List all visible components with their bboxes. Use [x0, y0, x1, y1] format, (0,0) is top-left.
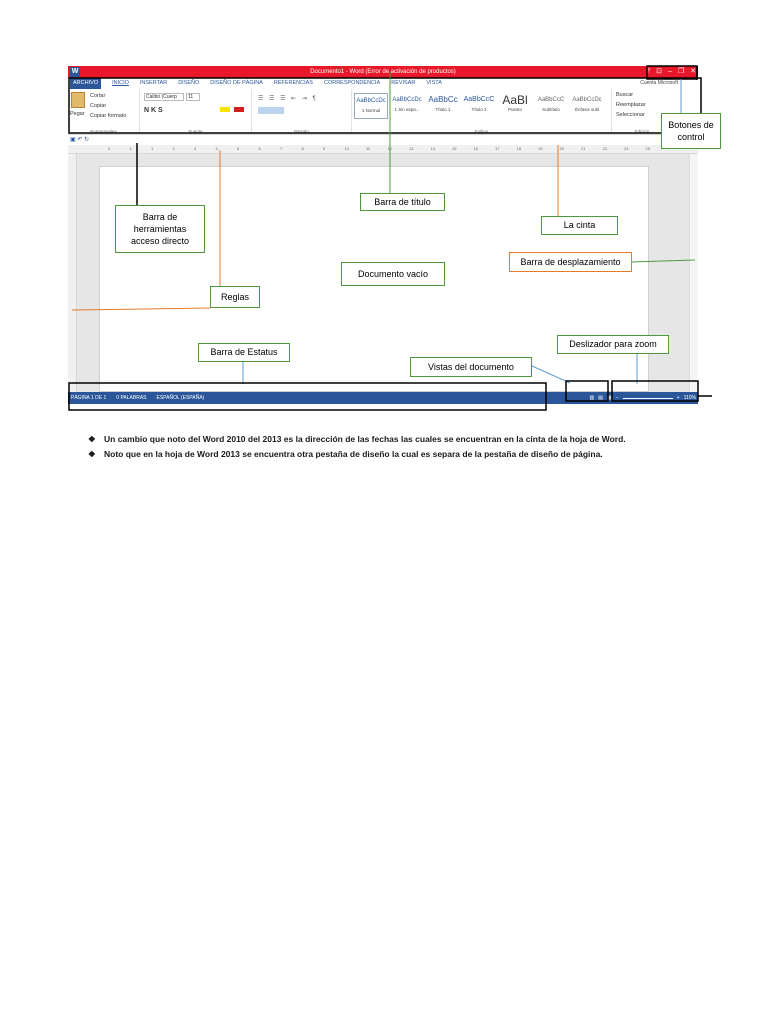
ribbon-display-icon[interactable]: ⊡: [656, 68, 662, 75]
style-sin-espaciado[interactable]: AaBbCcDc 1 Sin espa...: [392, 97, 422, 112]
window-controls: [646, 66, 696, 78]
ruler-tick: 21: [581, 146, 586, 151]
tab-insertar[interactable]: INSERTAR: [139, 80, 168, 86]
diamond-bullet-icon: ❖: [88, 449, 96, 459]
highlight-icon[interactable]: [220, 107, 230, 112]
callout-barra-titulo: Barra de título: [360, 193, 445, 211]
language-indicator[interactable]: ESPAÑOL (ESPAÑA): [156, 395, 205, 401]
word-count[interactable]: 0 PALABRAS: [116, 395, 147, 401]
callout-deslizador-zoom: Deslizador para zoom: [557, 335, 669, 354]
tab-referencias[interactable]: REFERENCIAS: [273, 80, 313, 86]
minimize-icon[interactable]: –: [667, 68, 672, 75]
ruler-tick: 10: [344, 146, 349, 151]
ruler-tick: 18: [516, 146, 521, 151]
zoom-level[interactable]: 110%: [683, 395, 696, 401]
tab-diseno-pagina[interactable]: DISEÑO DE PÁGINA: [210, 80, 263, 86]
zoom-in-icon[interactable]: +: [676, 395, 680, 401]
ruler-tick: 2: [172, 146, 175, 151]
zoom-slider[interactable]: [623, 398, 673, 399]
note-item: ❖ Un cambio que noto del Word 2010 del 2013 es la dirección de las fechas las cuales se encuentran en la cinta de la hoja de Word.: [88, 432, 728, 447]
tab-vista[interactable]: VISTA: [426, 80, 442, 86]
tab-correspondencia[interactable]: CORRESPONDENCIA: [323, 80, 381, 86]
list-buttons[interactable]: ☰ ☰ ☰ ⇤ ⇥ ¶: [258, 96, 318, 102]
format-painter-button[interactable]: Copiar formato: [90, 113, 127, 119]
ruler-tick: 17: [495, 146, 500, 151]
style-titulo-1[interactable]: AaBbCc Título 1: [428, 95, 458, 112]
account-link[interactable]: Cuenta Microsoft: [640, 80, 678, 86]
ruler-tick: 1: [151, 146, 154, 151]
notes-list: [88, 432, 728, 462]
note-item: ❖ Noto que en la hoja de Word 2013 se encuentra otra pestaña de diseño la cual es separa de la pestaña de diseño de página.: [88, 447, 728, 462]
print-layout-icon[interactable]: ▤: [598, 395, 603, 401]
horizontal-ruler[interactable]: [68, 145, 698, 154]
ruler-tick: 16: [473, 146, 478, 151]
quick-access-toolbar: [68, 135, 698, 145]
zoom-area: [590, 392, 696, 404]
style-normal[interactable]: AaBbCcDc 1 Normal: [354, 93, 388, 119]
style-subtitulo[interactable]: AaBbCcC Subtítulo: [537, 97, 565, 112]
paste-icon[interactable]: [71, 92, 85, 108]
tab-diseno[interactable]: DISEÑO: [178, 80, 200, 86]
style-titulo-2[interactable]: AaBbCcC Título 2: [463, 96, 495, 112]
group-clipboard: [68, 89, 140, 135]
diamond-bullet-icon: ❖: [88, 434, 96, 444]
styles-label: Estilos: [474, 129, 489, 134]
tab-inicio[interactable]: INICIO: [112, 80, 129, 86]
ruler-tick: 19: [538, 146, 543, 151]
help-icon[interactable]: ?: [646, 68, 651, 75]
cut-button[interactable]: Cortar: [90, 93, 106, 99]
ruler-tick: 11: [366, 146, 371, 151]
vertical-scrollbar[interactable]: [689, 154, 698, 392]
undo-icon[interactable]: ↶: [77, 137, 83, 143]
find-button[interactable]: Buscar: [616, 92, 634, 98]
callout-botones-control: Botones de control: [661, 113, 721, 149]
ruler-tick: 24: [624, 146, 629, 151]
paste-button[interactable]: Pegar: [70, 111, 85, 117]
style-enfasis-sutil[interactable]: AaBbCcDc Énfasis sutil: [572, 97, 602, 112]
group-paragraph: [252, 89, 352, 135]
ruler-tick: 20: [559, 146, 564, 151]
read-mode-icon[interactable]: ▥: [589, 395, 595, 401]
callout-barra-estatus: Barra de Estatus: [198, 343, 290, 362]
select-button[interactable]: Seleccionar: [616, 112, 645, 118]
align-left-button[interactable]: [258, 107, 284, 114]
status-bar: [68, 392, 698, 404]
font-size-select[interactable]: 11: [186, 93, 200, 101]
group-styles: [352, 89, 612, 135]
style-puesto[interactable]: AaBl Puesto: [502, 93, 528, 112]
close-icon[interactable]: ✕: [690, 68, 696, 75]
ribbon-tabs: [68, 78, 698, 89]
ruler-tick: 12: [387, 146, 392, 151]
tab-revisar[interactable]: REVISAR: [391, 80, 416, 86]
ruler-tick: 2: [108, 146, 111, 151]
page-count[interactable]: PÁGINA 1 DE 1: [71, 395, 107, 401]
tab-archivo[interactable]: ARCHIVO: [70, 78, 101, 89]
redo-icon[interactable]: ↻: [84, 137, 90, 143]
window-title: Documento1 - Word (Error de activación de productos): [310, 69, 456, 75]
group-font: [140, 89, 252, 135]
ruler-tick: 5: [237, 146, 240, 151]
font-label: Fuente: [188, 129, 203, 134]
callout-barra-herramientas: Barra de herramientas acceso directo: [115, 205, 205, 253]
zoom-out-icon[interactable]: −: [615, 395, 619, 401]
ruler-tick: 13: [409, 146, 414, 151]
ruler-tick: 6: [258, 146, 261, 151]
font-color-icon[interactable]: [234, 107, 244, 112]
web-layout-icon[interactable]: ▦: [607, 395, 612, 401]
ribbon: [68, 89, 698, 135]
ruler-tick: 8: [301, 146, 304, 151]
callout-vistas-documento: Vistas del documento: [410, 357, 532, 377]
ruler-tick: 1: [129, 146, 132, 151]
ruler-tick: 9: [323, 146, 326, 151]
ruler-tick: 15: [452, 146, 457, 151]
word-app-icon: W: [71, 68, 79, 75]
title-bar: [68, 66, 698, 78]
ruler-tick: 7: [280, 146, 283, 151]
editing-label: Edición: [634, 129, 650, 134]
ruler-tick: 4: [215, 146, 218, 151]
ruler-tick: 25: [645, 146, 650, 151]
ruler-tick: 14: [430, 146, 435, 151]
ruler-tick: 3: [194, 146, 197, 151]
copy-button[interactable]: Copiar: [90, 103, 107, 109]
restore-icon[interactable]: ❐: [677, 68, 685, 75]
replace-button[interactable]: Reemplazar: [616, 102, 646, 108]
save-icon[interactable]: ▣: [70, 137, 76, 143]
vertical-ruler[interactable]: [68, 154, 77, 392]
callout-documento-vacio: Documento vacío: [341, 262, 445, 286]
clipboard-label: Portapapeles: [90, 129, 117, 134]
callout-reglas: Reglas: [210, 286, 260, 308]
paragraph-label: Párrafo: [294, 129, 309, 134]
callout-barra-desplazamiento: Barra de desplazamiento: [509, 252, 632, 272]
ruler-tick: 22: [602, 146, 607, 151]
bold-italic-underline-buttons[interactable]: N K S: [144, 107, 163, 114]
callout-la-cinta: La cinta: [541, 216, 618, 235]
font-name-select[interactable]: Calibri (Cuerp: [144, 93, 184, 101]
